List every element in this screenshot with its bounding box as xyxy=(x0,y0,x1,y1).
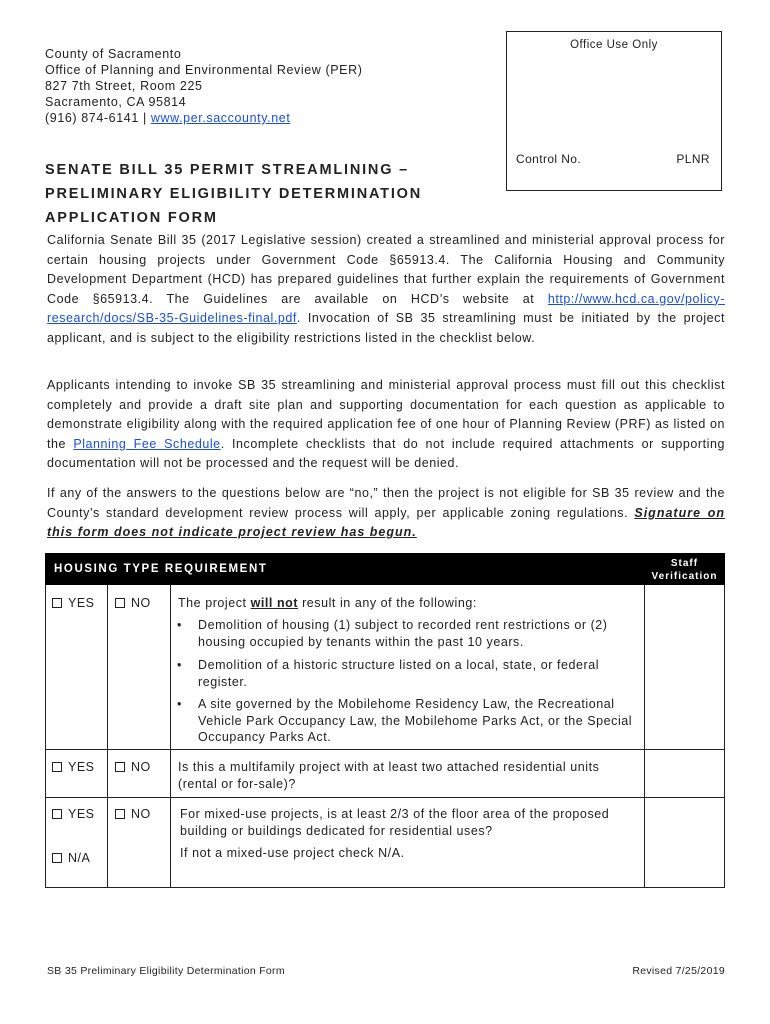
control-number-label: Control No. xyxy=(516,152,582,166)
yes-label: YES xyxy=(68,760,95,774)
street-address: 827 7th Street, Room 225 xyxy=(45,79,203,93)
city-address: Sacramento, CA 95814 xyxy=(45,95,187,109)
q1-bullet-3 xyxy=(177,696,638,746)
intro-p3-text: If any of the answers to the questions below are “no,” then the project is not eligible for SB 35 review and the County’s standard development review process will apply, per applicable zoning regulations. xyxy=(47,486,725,520)
office-name: Office of Planning and Environmental Review (PER) xyxy=(45,63,363,77)
q1-bullet-text: Demolition of housing (1) subject to recorded rent restrictions or (2) housing occupied by tenants within the past 10 years. xyxy=(198,618,608,649)
checkbox-icon xyxy=(52,598,62,608)
signature-notice: Signature on this form does not indicate project review has begun. xyxy=(47,505,725,539)
q1-text: The project xyxy=(178,596,251,610)
table-header-title: HOUSING TYPE REQUIREMENT xyxy=(54,563,268,575)
agency-address xyxy=(45,46,363,126)
control-number-prefix: PLNR xyxy=(676,152,710,166)
form-title-line3: APPLICATION FORM xyxy=(45,210,218,226)
q1-emphasis: will not xyxy=(250,596,299,610)
checkbox-icon xyxy=(52,809,62,819)
verification-label: Verification xyxy=(651,571,718,582)
checkbox-icon xyxy=(52,762,62,772)
checkbox-icon xyxy=(115,809,125,819)
table-divider-no-question xyxy=(170,585,171,888)
q3-question: For mixed-use projects, is at least 2/3 of the floor area of the proposed building or buildings dedicated for residential uses? xyxy=(180,807,610,838)
q1-bullet-2 xyxy=(177,657,638,690)
contact-line xyxy=(45,110,363,126)
q1-bullet-text: Demolition of a historic structure listed on a local, state, or federal register. xyxy=(198,658,600,689)
q2-yes-checkbox[interactable] xyxy=(52,760,95,774)
hcd-guidelines-link[interactable]: http://www.hcd.ca.gov/policy-research/docs/SB-35-Guidelines-final.pdf xyxy=(47,291,725,325)
intro-paragraph-1 xyxy=(47,231,725,348)
q3-yes-checkbox[interactable] xyxy=(52,807,95,821)
no-label: NO xyxy=(131,596,151,610)
table-divider-staff xyxy=(644,585,645,888)
intro-paragraph-2 xyxy=(47,376,725,474)
intro-p1-text-end: . Invocation of SB 35 streamlining must be initiated by the project applicant, and is subject to the eligibility restrictions listed in the checklist below. xyxy=(47,311,725,345)
row-divider-2 xyxy=(45,797,725,798)
form-title xyxy=(45,158,422,230)
table-border-left xyxy=(45,585,46,888)
intro-paragraph-3 xyxy=(47,484,725,543)
table-header xyxy=(45,553,725,585)
phone-number: (916) 874-6141 | xyxy=(45,111,151,125)
q3-na-instruction: If not a mixed-use project check N/A. xyxy=(180,846,405,860)
checkbox-icon xyxy=(52,853,62,863)
office-use-box xyxy=(506,31,722,191)
table-border-bottom xyxy=(45,887,725,888)
q2-question: Is this a multifamily project with at least two attached residential units (rental or for-sale)? xyxy=(178,760,600,791)
checkbox-icon xyxy=(115,762,125,772)
staff-label: Staff xyxy=(670,558,699,569)
q1-text-end: result in any of the following: xyxy=(298,596,477,610)
form-title-line2: PRELIMINARY ELIGIBILITY DETERMINATION xyxy=(45,186,423,202)
bullet-icon: • xyxy=(177,697,182,711)
checkbox-icon xyxy=(115,598,125,608)
table-divider-yes-no xyxy=(107,585,108,888)
no-label: NO xyxy=(131,760,151,774)
bullet-icon: • xyxy=(177,658,182,672)
q1-bullet-1 xyxy=(177,617,638,650)
bullet-icon: • xyxy=(177,618,182,632)
housing-type-table xyxy=(45,553,725,888)
org-name: County of Sacramento xyxy=(45,47,182,61)
q1-question xyxy=(178,595,638,612)
q3-no-checkbox[interactable] xyxy=(115,807,151,821)
footer-revision-date: Revised 7/25/2019 xyxy=(632,965,725,977)
q3-na-checkbox[interactable] xyxy=(52,851,90,865)
fee-schedule-link[interactable]: Planning Fee Schedule xyxy=(73,436,221,451)
intro-p2-text-end: . Incomplete checklists that do not include required attachments or supporting documentation will not be processed and the request will be denied. xyxy=(47,436,725,470)
na-label: N/A xyxy=(68,851,91,865)
intro-p1-text: California Senate Bill 35 (2017 Legislative session) created a streamlined and ministerial approval process for certain housing projects under Government Code §65913.4. The California Housing and Community Development Department (HCD) has prepared guidelines that further explain the requirements of Government Code §65913.4. The Guidelines are available on HCD’s website at xyxy=(47,233,725,306)
q2-no-checkbox[interactable] xyxy=(115,760,151,774)
no-label: NO xyxy=(131,807,151,821)
q1-yes-checkbox[interactable] xyxy=(52,596,95,610)
yes-label: YES xyxy=(68,596,95,610)
website-link[interactable]: www.per.saccounty.net xyxy=(150,111,291,125)
row-divider-1 xyxy=(45,749,725,750)
yes-label: YES xyxy=(68,807,95,821)
q1-no-checkbox[interactable] xyxy=(115,596,151,610)
intro-p2-text: Applicants intending to invoke SB 35 streamlining and ministerial approval process must fill out this checklist completely and provide a draft site plan and supporting documentation for each question as applicable to demonstrate eligibility along with the required application fee of one hour of Planning Review (PRF) as listed on the xyxy=(47,378,725,451)
form-title-line1: SENATE BILL 35 PERMIT STREAMLINING – xyxy=(45,162,409,178)
footer-form-name: SB 35 Preliminary Eligibility Determination Form xyxy=(47,965,285,977)
table-border-right xyxy=(724,585,725,888)
q1-bullet-text: A site governed by the Mobilehome Residency Law, the Recreational Vehicle Park Occupancy Law, the Mobilehome Parks Act, or the Special Occupancy Parks Act. xyxy=(198,697,633,744)
office-use-title: Office Use Only xyxy=(570,39,658,51)
staff-verification-header xyxy=(644,557,725,583)
